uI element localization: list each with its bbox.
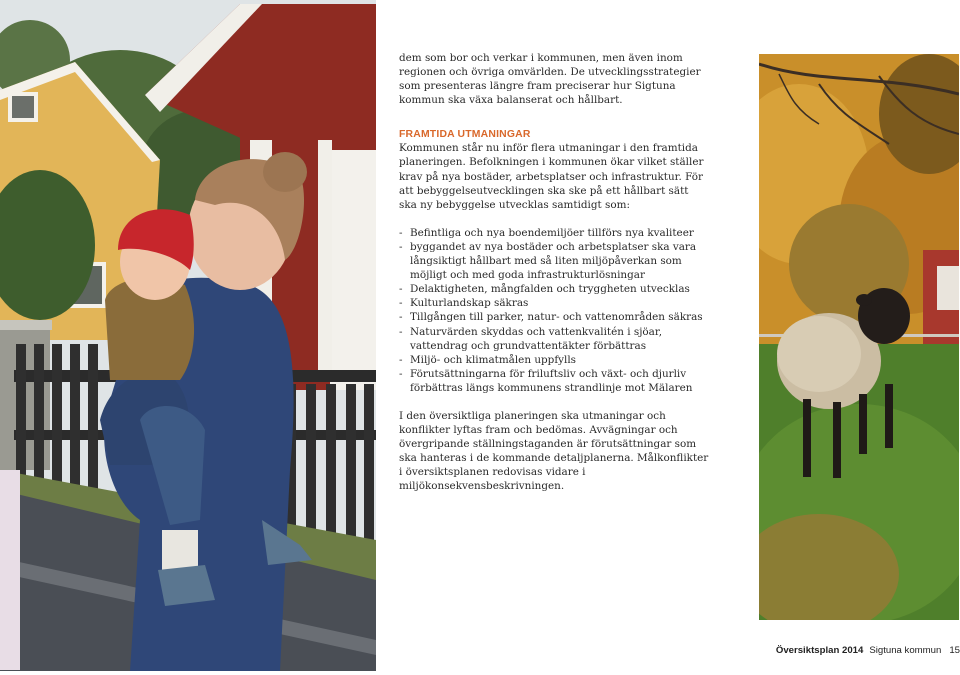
closing-paragraph: I den översiktliga planeringen ska utmaningar och konflikter lyftas fram och bedömas. Avvägningar och övergripande ställningstaganden är förutsättningar som ska hanteras i de kommande detaljplanerna. Målkonflikter i översiktsplanen redovisas vidare i miljökonsekvensbeskrivningen.: [399, 409, 709, 493]
list-item: - Miljö- och klimatmålen uppfylls: [399, 353, 577, 366]
document-title: Översiktsplan 2014: [775, 645, 864, 656]
main-text-column: [399, 51, 709, 494]
challenges-list: [399, 226, 709, 395]
section-paragraph: Kommunen står nu inför flera utmaningar i den framtida planeringen. Befolkningen i kommunen ökar vilket ställer krav på nya bostäder, arbetsplatser och infrastruktur. För att bebyggelseutvecklingen ska ske på ett hållbart sätt ska ny bebyggelse utvecklas samtidigt som:: [399, 142, 704, 211]
intro-paragraph: dem som bor och verkar i kommunen, men även inom regionen och övriga omvärlden. De utvecklingsstrategier som presenteras längre fram preciserar hur Sigtuna kommun ska växa balanserat och hållbart.: [399, 52, 701, 107]
municipality-name: Sigtuna kommun: [869, 645, 942, 656]
page-number: 15: [949, 645, 960, 656]
list-item: - Delaktigheten, mångfalden och tryggheten utvecklas: [399, 283, 690, 296]
list-item: - Förutsättningarna för friluftsliv och växt- och djurliv förbättras längs kommunens strandlinje mot Mälaren: [399, 367, 693, 394]
list-item: - byggandet av nya bostäder och arbetsplatser ska vara långsiktigt hållbart med så liten miljöpåverkan som möjligt och med goda infrastrukturlösningar: [399, 240, 697, 282]
photo-woman-carrying-child: [0, 0, 376, 671]
list-item: - Befintliga och nya boendemiljöer tillförs nya kvaliteer: [399, 226, 694, 239]
page-footer: [660, 645, 960, 656]
list-item: - Tillgången till parker, natur- och vattenområden säkras: [399, 311, 703, 324]
section-heading: FRAMTIDA UTMANINGAR: [399, 129, 531, 141]
photo-sheep-in-autumn-meadow: [759, 54, 959, 620]
list-item: - Kulturlandskap säkras: [399, 297, 529, 310]
list-item: - Naturvärden skyddas och vattenkvalitén i sjöar, vattendrag och grundvattentäkter förbättras: [399, 325, 662, 352]
